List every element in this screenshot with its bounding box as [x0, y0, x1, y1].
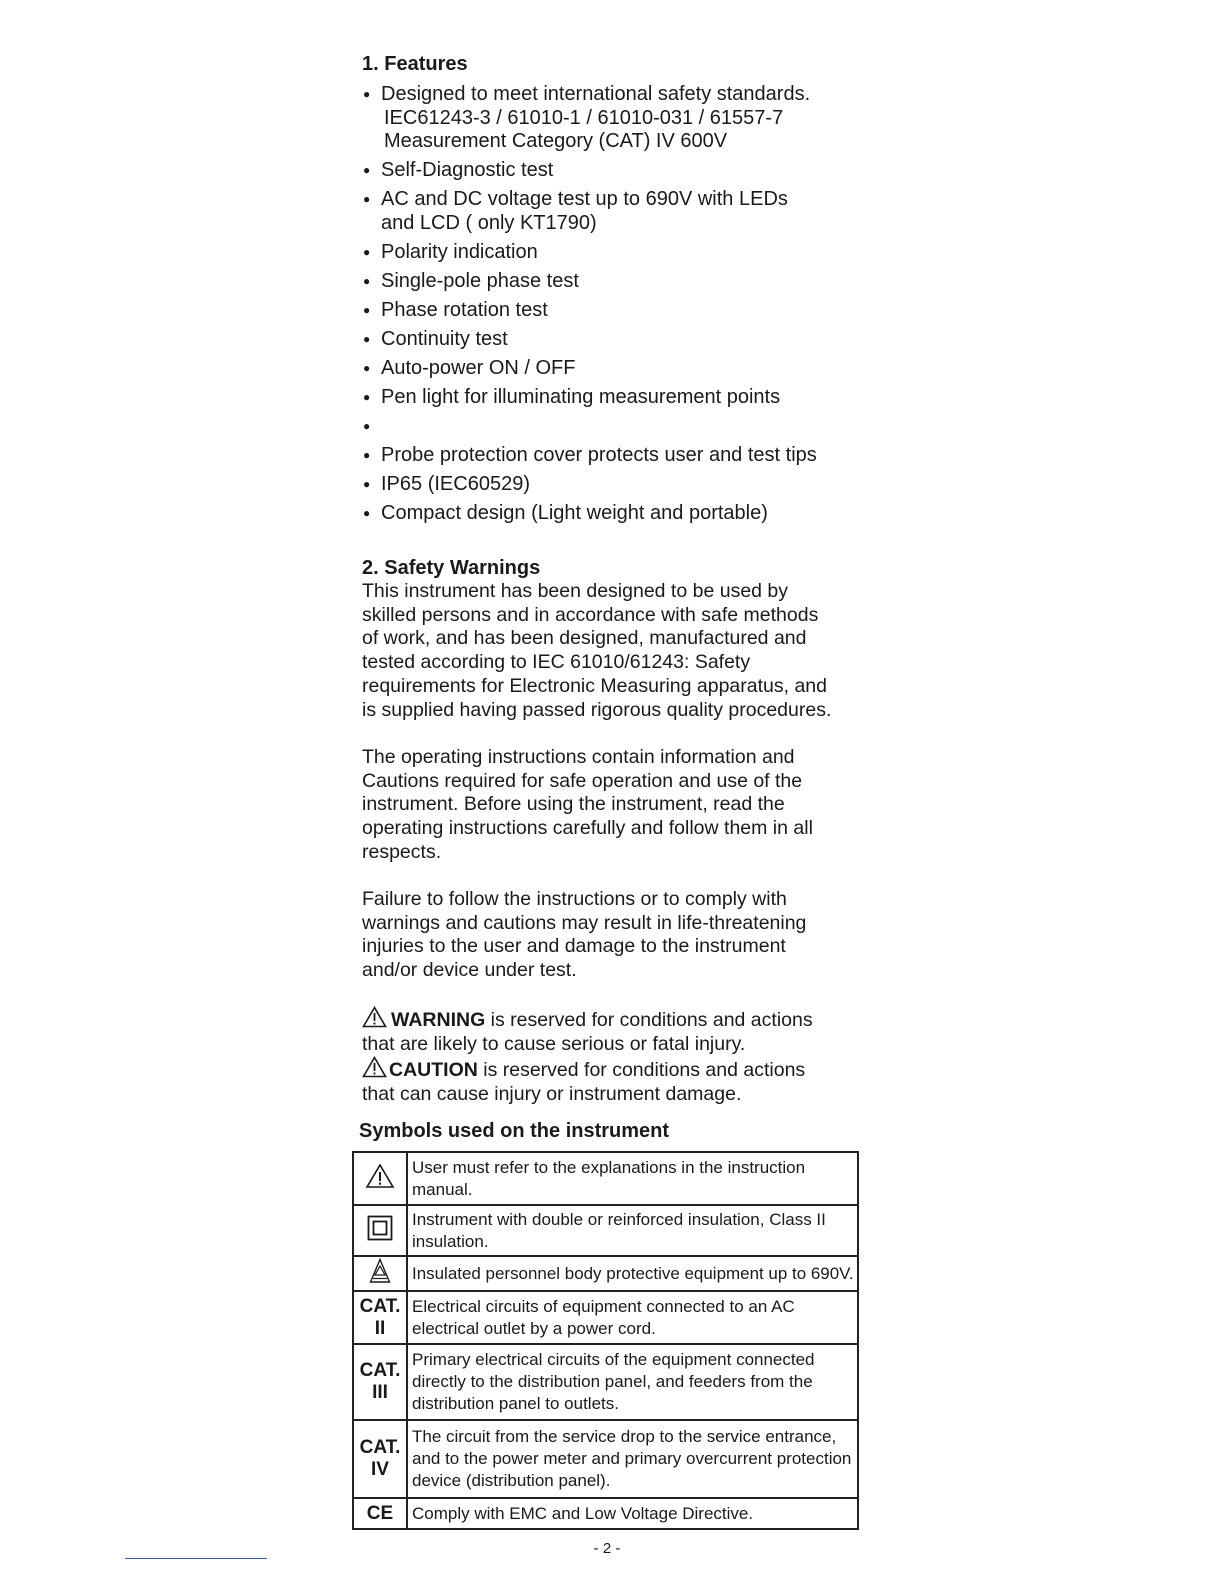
warning-triangle-icon	[362, 1006, 387, 1028]
description-cell: Electrical circuits of equipment connected to an AC electrical outlet by a power cord.	[407, 1291, 858, 1344]
footnote-divider	[125, 1558, 267, 1559]
double-insulation-icon	[367, 1215, 393, 1241]
symbols-table	[352, 1151, 859, 1530]
list-item: ● Polarity indication	[362, 241, 862, 265]
symbol-label: CAT. III	[353, 1344, 407, 1420]
insulated-protective-equipment-icon	[369, 1258, 391, 1284]
description-cell: User must refer to the explanations in the instruction manual.	[407, 1152, 858, 1205]
caution-triangle-icon	[362, 1056, 387, 1078]
list-item: ● Auto-power ON / OFF	[362, 357, 862, 381]
symbol-label: CAT. IV	[353, 1420, 407, 1498]
table-row	[353, 1344, 858, 1420]
safety-heading: 2. Safety Warnings	[362, 557, 541, 579]
symbol-label: CAT. II	[353, 1291, 407, 1344]
warning-triangle-icon	[365, 1163, 395, 1189]
features-heading: 1. Features	[362, 53, 468, 75]
list-item: ● Self-Diagnostic test	[362, 159, 862, 183]
table-row	[353, 1498, 858, 1529]
list-item: ● IP65 (IEC60529)	[362, 473, 862, 497]
description-cell: Primary electrical circuits of the equipment connected directly to the distribution panel, and feeders from the distribution panel to outlets.	[407, 1344, 858, 1420]
description-cell: The circuit from the service drop to the service entrance, and to the power meter and primary overcurrent protection device (distribution panel).	[407, 1420, 858, 1498]
table-row	[353, 1256, 858, 1291]
caution-definition: CAUTION is reserved for conditions and actions that can cause injury or instrument damage.	[362, 1056, 862, 1106]
list-item: ● AC and DC voltage test up to 690V with LEDs and LCD ( only KT1790)	[362, 188, 862, 235]
features-list	[362, 83, 862, 531]
description-cell: Comply with EMC and Low Voltage Directive.	[407, 1498, 858, 1529]
safety-paragraph-2: The operating instructions contain information and Cautions required for safe operation and use of the instrument. Before using the instrument, read the operating instructions carefully and follow them in all respects.	[362, 746, 813, 863]
symbol-label: CE	[353, 1498, 407, 1529]
page-number: - 2 -	[593, 1540, 621, 1557]
warning-definition: WARNING is reserved for conditions and actions that are likely to cause serious or fatal injury.	[362, 1006, 862, 1056]
list-item: ● Continuity test	[362, 328, 862, 352]
list-item-empty	[362, 415, 862, 439]
description-cell: Insulated personnel body protective equipment up to 690V.	[407, 1256, 858, 1291]
safety-paragraph-1: This instrument has been designed to be used by skilled persons and in accordance with safe methods of work, and has been designed, manufactured and tested according to IEC 61010/61243: Safety requirements for Electronic Measuring apparatus, and is supplied having passed rigorous quality procedures.	[362, 580, 832, 721]
symbol-cell	[353, 1152, 407, 1205]
table-row	[353, 1291, 858, 1344]
list-item: ● Compact design (Light weight and portable)	[362, 502, 862, 526]
list-item: ● Pen light for illuminating measurement points	[362, 386, 862, 410]
symbol-cell	[353, 1256, 407, 1291]
list-item: ● Probe protection cover protects user and test tips	[362, 444, 862, 468]
table-row	[353, 1205, 858, 1256]
description-cell: Instrument with double or reinforced insulation, Class II insulation.	[407, 1205, 858, 1256]
list-item: ● Phase rotation test	[362, 299, 862, 323]
list-item: ● Designed to meet international safety standards. IEC61243-3 / 61010-1 / 61010-031 / 61557-7 Measurement Category (CAT) IV 600V	[362, 83, 862, 154]
table-row	[353, 1152, 858, 1205]
table-row	[353, 1420, 858, 1498]
symbol-cell	[353, 1205, 407, 1256]
safety-paragraph-3: Failure to follow the instructions or to comply with warnings and cautions may result in life-threatening injuries to the user and damage to the instrument and/or device under test.	[362, 888, 807, 982]
warning-caution-block	[362, 1006, 862, 1107]
list-item: ● Single-pole phase test	[362, 270, 862, 294]
symbols-heading: Symbols used on the instrument	[359, 1120, 670, 1142]
